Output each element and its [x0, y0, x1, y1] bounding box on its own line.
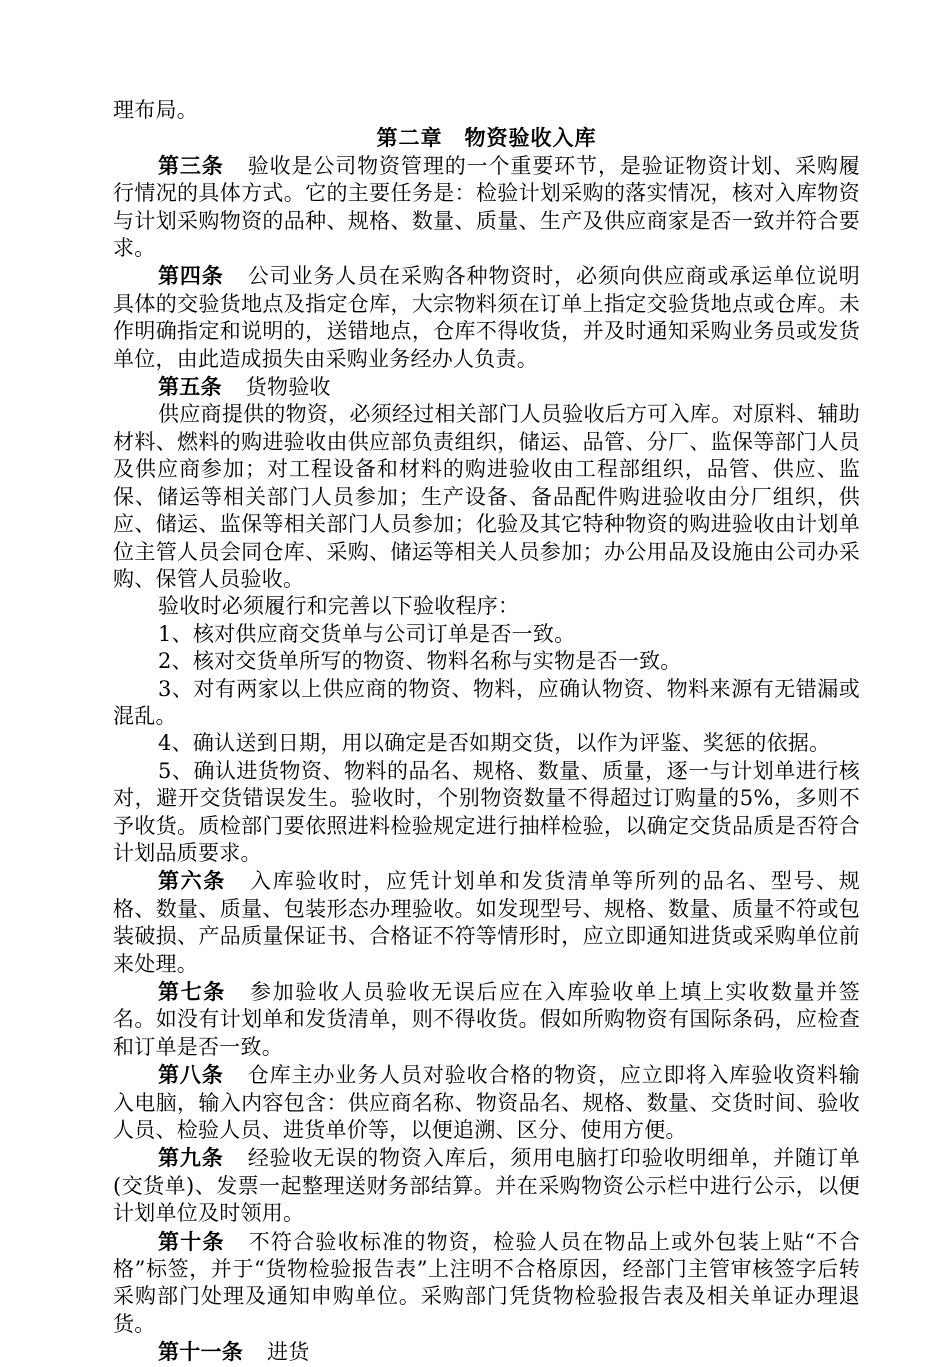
article-8 [113, 1061, 860, 1144]
article-3 [113, 152, 860, 263]
chapter-title: 第二章 物资验收入库 [376, 125, 597, 151]
article-label: 第四条 [158, 263, 224, 289]
article-4 [113, 262, 860, 373]
article-6 [113, 867, 860, 978]
article-label: 第七条 [158, 979, 226, 1004]
document-page [113, 97, 860, 1367]
article-text: 货物验收 [245, 375, 331, 400]
article-label: 第八条 [158, 1062, 224, 1088]
article-text: 仓库主办业务人员对验收合格的物资，应立即将入库验收资料输入电脑，输入内容包含：供应商名称、物资品名、规格、数量、交货时间、验收人员、检验人员、进货单价等，以便追溯、区分、使用方便。 [113, 1063, 861, 1143]
article-label: 第五条 [158, 374, 222, 400]
article-7 [113, 978, 860, 1061]
article-10 [113, 1228, 860, 1339]
paragraph: 验收时必须履行和完善以下验收程序： [158, 594, 520, 619]
article-label: 第十一条 [158, 1339, 243, 1365]
list-item: 5、确认进货物资、物料的品名、规格、数量、质量，逐一与计划单进行核对，避开交货错误发生。验收时，个别物资数量不得超过订购量的5%，多则不予收货。质检部门要依照进料检验规定进行抽样检验，以确定交货品质是否符合计划品质要求。 [113, 758, 860, 865]
paragraph: 供应商提供的物资，必须经过相关部门人员验收后方可入库。对原料、辅助材料、燃料的购进验收由供应部负责组织，储运、品管、分厂、监保等部门人员及供应商参加；对工程设备和材料的购进验收由工程部组织，品管、供应、监保、储运等相关部门人员参加；生产设备、备品配件购进验收由分厂组织，供应、储运、监保等相关部门人员参加；化验及其它特种物资的购进验收由计划单位主管人员会同仓库、采购、储运等相关人员参加；办公用品及设施由公司办采购、保管人员验收。 [113, 402, 860, 591]
list-item: 1、核对供应商交货单与公司订单是否一致。 [158, 621, 576, 646]
article-label: 第九条 [158, 1145, 224, 1171]
article-label: 第三条 [158, 152, 224, 178]
article-9 [113, 1144, 860, 1227]
article-text: 入库验收时，应凭计划单和发货清单等所列的品名、型号、规格、数量、质量、包装形态办理验收。如发现型号、规格、数量、质量不符或包装破损、产品质量保证书、合格证不符等情形时，应立即通知进货或采购单位前来处理。 [113, 869, 861, 976]
article-label: 第六条 [158, 868, 226, 894]
list-item: 4、确认送到日期，用以确定是否如期交货，以作为评鉴、奖惩的依据。 [158, 731, 831, 756]
article-11 [113, 1338, 860, 1366]
article-label: 第十条 [158, 1228, 225, 1254]
article-5 [113, 373, 860, 401]
list-item: 3、对有两家以上供应商的物资、物料，应确认物资、物料来源有无错漏或混乱。 [113, 676, 860, 728]
article-text: 进货 [267, 1340, 310, 1365]
article-text: 经验收无误的物资入库后，须用电脑打印验收明细单，并随订单(交货单)、发票一起整理送财务部结算。并在采购物资公示栏中进行公示，以便计划单位及时领用。 [113, 1146, 861, 1226]
article-text: 不符合验收标准的物资，检验人员在物品上或外包装上贴“不合格”标签，并于“货物检验报告表”上注明不合格原因，经部门主管审核签字后转采购部门处理及通知申购单位。采购部门凭货物检验报告表及相关单证办理退货。 [113, 1229, 861, 1336]
article-text: 验收是公司物资管理的一个重要环节，是验证物资计划、采购履行情况的具体方式。它的主要任务是：检验计划采购的落实情况，核对入库物资与计划采购物资的品种、规格、数量、质量、生产及供应商家是否一致并符合要求。 [113, 153, 861, 261]
list-item: 2、核对交货单所写的物资、物料名称与实物是否一致。 [158, 649, 682, 674]
article-text: 参加验收人员验收无误后应在入库验收单上填上实收数量并签名。如没有计划单和发货清单，则不得收货。假如所购物资有国际条码，应检查和订单是否一致。 [113, 980, 861, 1059]
lead-line: 理布局。 [113, 98, 198, 122]
article-text: 公司业务人员在采购各种物资时，必须向供应商或承运单位说明具体的交验货地点及指定仓库，大宗物料须在订单上指定交验货地点或仓库。未作明确指定和说明的，送错地点，仓库不得收货，并及时通知采购业务员或发货单位，由此造成损失由采购业务经办人负责。 [113, 264, 861, 371]
